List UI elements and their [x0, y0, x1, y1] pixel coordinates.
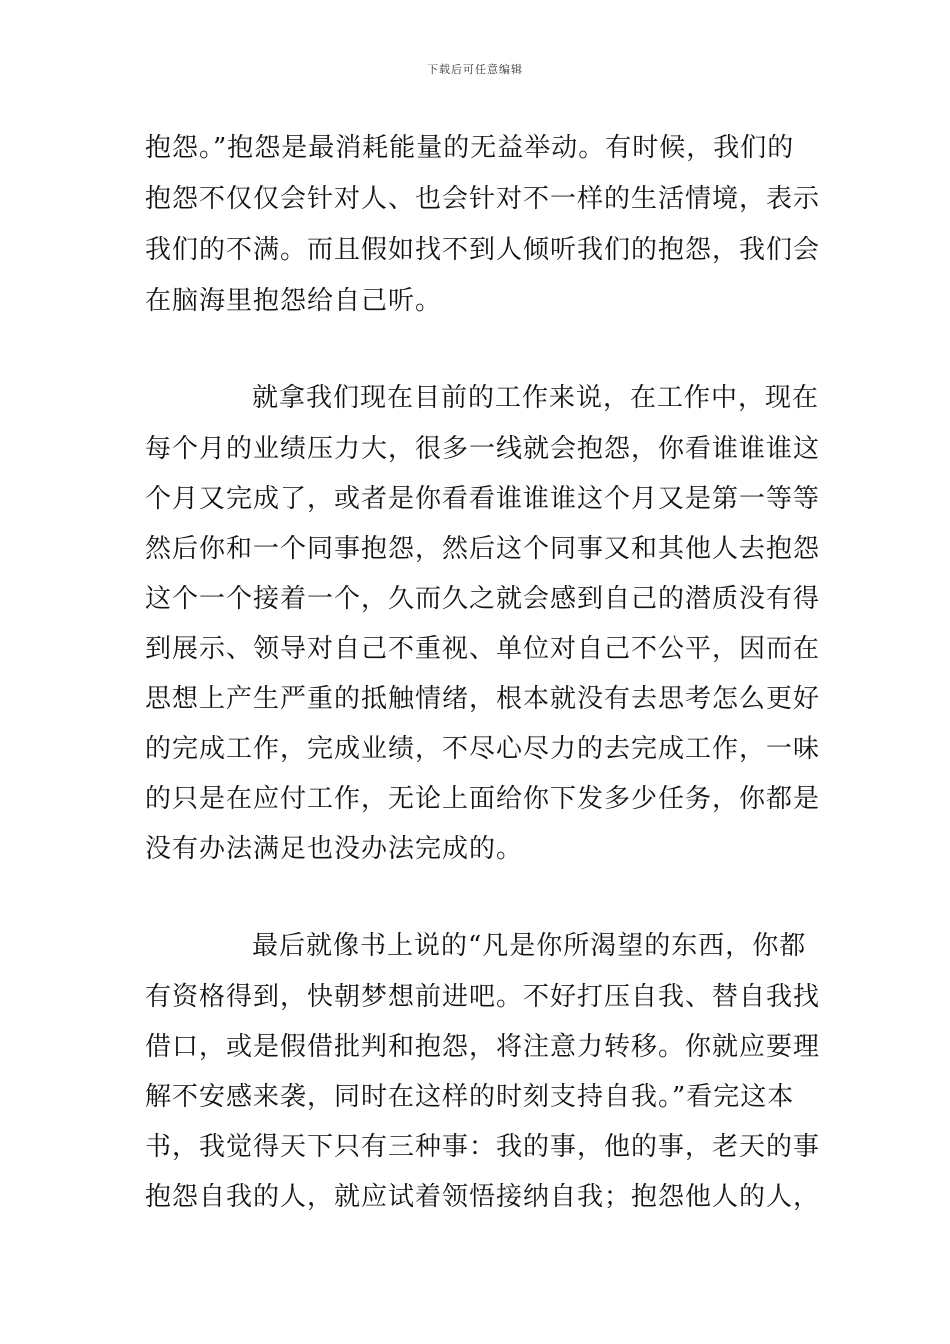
paragraph-2-line-4: 然后你和一个同事抱怨，然后这个同事又和其他人去抱怨 — [145, 534, 821, 564]
paragraph-2-line-2: 每个月的业绩压力大，很多一线就会抱怨，你看谁谁谁这 — [145, 434, 821, 464]
paragraph-3-line-4: 解不安感来袭，同时在这样的时刻支持自我。”看完这本 — [145, 1082, 795, 1112]
paragraph-1-line-2: 抱怨不仅仅会针对人、也会针对不一样的生活情境，表示 — [145, 184, 821, 214]
paragraph-2-line-1: 就拿我们现在目前的工作来说，在工作中，现在 — [252, 383, 820, 413]
paragraph-1-line-3: 我们的不满。而且假如找不到人倾听我们的抱怨，我们会 — [145, 235, 821, 265]
paragraph-2-line-8: 的完成工作，完成业绩，不尽心尽力的去完成工作，一味 — [145, 734, 821, 764]
paragraph-2-line-9: 的只是在应付工作，无论上面给你下发多少任务，你都是 — [145, 784, 821, 814]
paragraph-2-line-7: 思想上产生严重的抵触情绪，根本就没有去思考怎么更好 — [145, 684, 821, 714]
paragraph-2-line-3: 个月又完成了，或者是你看看谁谁谁这个月又是第一等等 — [145, 484, 821, 514]
paragraph-2-line-10: 没有办法满足也没办法完成的。 — [145, 834, 524, 864]
paragraph-2-line-6: 到展示、领导对自己不重视、单位对自己不公平，因而在 — [145, 634, 821, 664]
paragraph-1-line-4: 在脑海里抱怨给自己听。 — [145, 286, 443, 316]
page-header: 下载后可任意编辑 — [427, 63, 523, 76]
paragraph-2-line-5: 这个一个接着一个，久而久之就会感到自己的潜质没有得 — [145, 584, 821, 614]
paragraph-3-line-5: 书，我觉得天下只有三种事：我的事，他的事，老天的事 — [145, 1132, 821, 1162]
paragraph-3-line-1: 最后就像书上说的“凡是你所渴望的东西，你都 — [252, 931, 807, 961]
paragraph-1-line-1: 抱怨。”抱怨是最消耗能量的无益举动。有时候，我们的 — [145, 133, 795, 163]
paragraph-3-line-2: 有资格得到，快朝梦想前进吧。不好打压自我、替自我找 — [145, 982, 821, 1012]
paragraph-3-line-3: 借口，或是假借批判和抱怨，将注意力转移。你就应要理 — [145, 1032, 821, 1062]
paragraph-3-line-6: 抱怨自我的人，就应试着领悟接纳自我；抱怨他人的人， — [145, 1182, 821, 1212]
